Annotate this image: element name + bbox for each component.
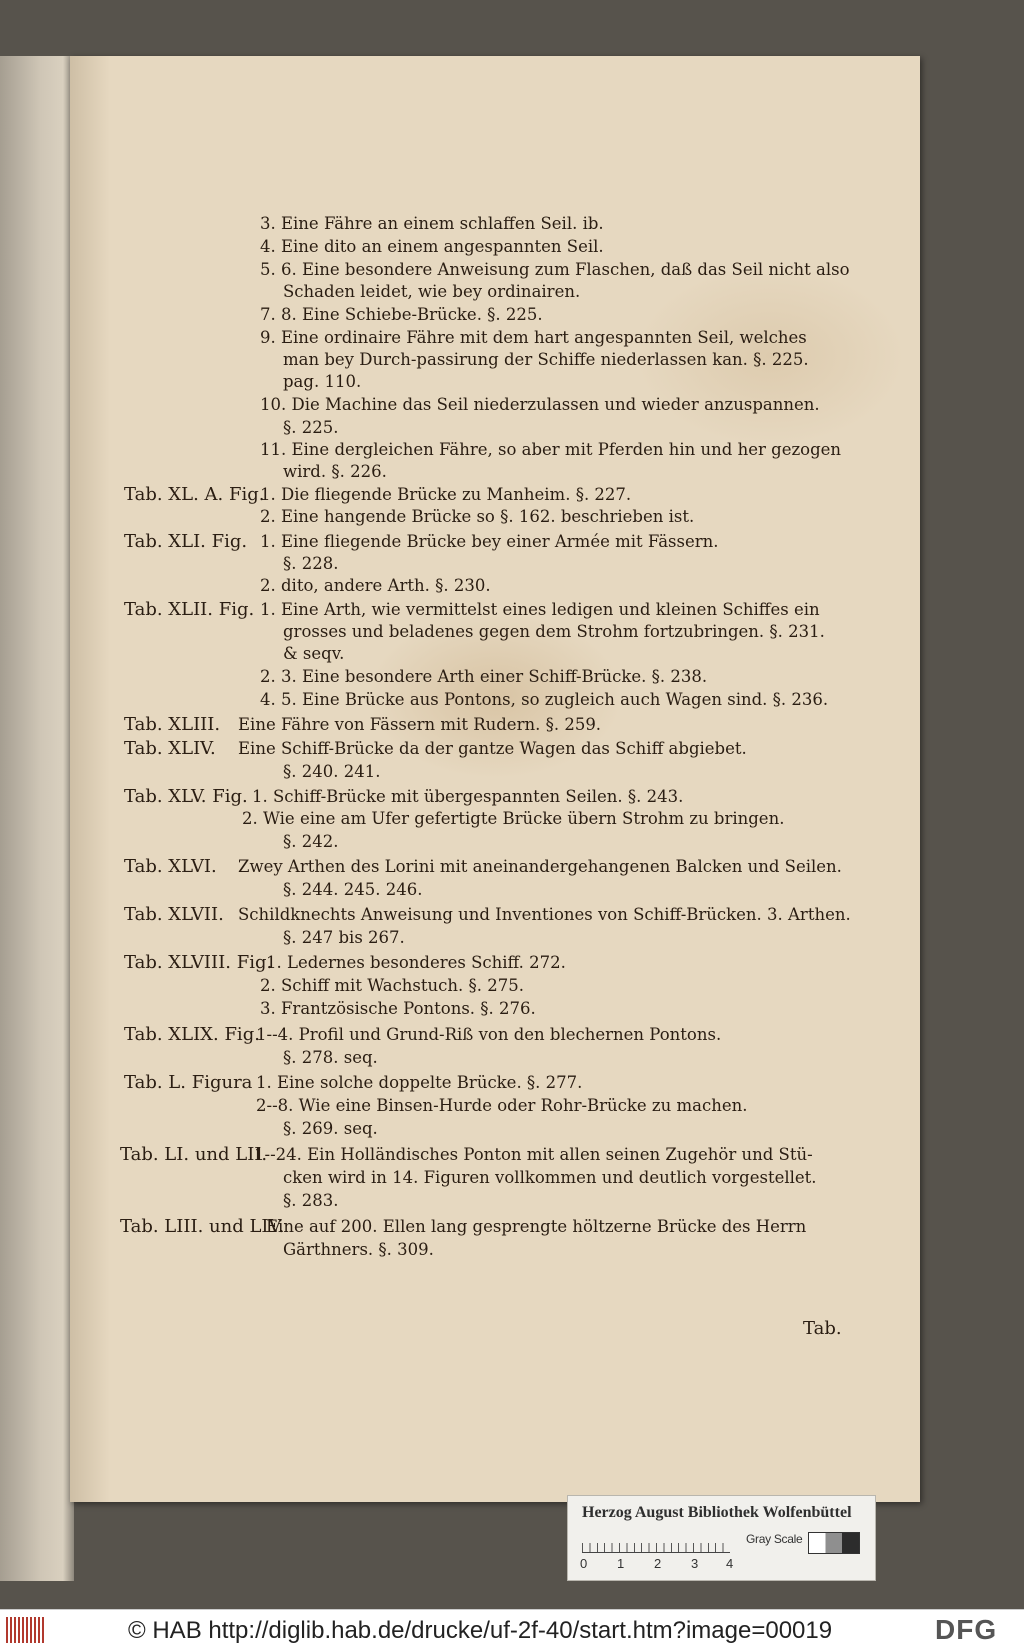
book-page: [70, 56, 920, 1502]
text-line: 2. dito, andere Arth. §. 230.: [260, 576, 491, 595]
text-line: 10. Die Machine das Seil niederzulassen und wieder anzuspannen.: [260, 395, 820, 414]
text-line: §. 283.: [283, 1191, 339, 1210]
table-reference-label: Tab. XL. A. Fig.: [124, 484, 265, 505]
text-line: 7. 8. Eine Schiebe-Brücke. §. 225.: [260, 305, 543, 324]
text-line: 2. Schiff mit Wachstuch. §. 275.: [260, 976, 524, 995]
text-line: 1--4. Profil und Grund-Riß von den blechernen Pontons.: [256, 1025, 722, 1044]
text-line: Gärthners. §. 309.: [283, 1240, 434, 1259]
table-reference-label: Tab. L. Figura: [124, 1072, 253, 1093]
text-line: Eine Schiff-Brücke da der gantze Wagen das Schiff abgiebet.: [238, 739, 747, 758]
table-reference-label: Tab. XLVIII. Fig.: [124, 952, 273, 973]
text-line: §. 247 bis 267.: [283, 928, 405, 947]
text-line: 11. Eine dergleichen Fähre, so aber mit Pferden hin und her gezogen: [260, 440, 842, 459]
footer-bar: [0, 1609, 1024, 1652]
ruler-number: 0: [580, 1556, 588, 1571]
text-line: 2. 3. Eine besondere Arth einer Schiff-Brücke. §. 238.: [260, 667, 708, 686]
ruler-number: 1: [617, 1556, 625, 1571]
table-reference-label: Tab. XLIX. Fig.: [124, 1024, 260, 1045]
text-line: grosses und beladenes gegen dem Strohm fortzubringen. §. 231.: [283, 622, 825, 641]
text-line: wird. §. 226.: [283, 462, 387, 481]
text-line: 4. Eine dito an einem angespannten Seil.: [260, 237, 604, 256]
text-line: §. 278. seq.: [283, 1048, 378, 1067]
catchword: Tab.: [803, 1318, 842, 1339]
gray-scale-label: Gray Scale: [746, 1532, 803, 1546]
copyright-url[interactable]: © HAB http://diglib.hab.de/drucke/uf-2f-40/start.htm?image=00019: [128, 1617, 833, 1644]
text-line: 1. Die fliegende Brücke zu Manheim. §. 227.: [260, 485, 632, 504]
text-line: 2--8. Wie eine Binsen-Hurde oder Rohr-Brücke zu machen.: [256, 1096, 748, 1115]
text-line: §. 244. 245. 246.: [283, 880, 423, 899]
barcode-icon: [6, 1617, 46, 1643]
ruler-number: 4: [726, 1556, 734, 1571]
table-reference-label: Tab. LIII. und LIV.: [120, 1216, 285, 1237]
table-reference-label: Tab. LI. und LII.: [120, 1144, 268, 1165]
text-line: §. 228.: [283, 554, 339, 573]
text-line: 5. 6. Eine besondere Anweisung zum Flaschen, daß das Seil nicht also: [260, 260, 850, 279]
table-reference-label: Tab. XLVII.: [124, 904, 224, 925]
ruler-number: 2: [654, 1556, 662, 1571]
table-reference-label: Tab. XLV. Fig.: [124, 786, 248, 807]
table-reference-label: Tab. XLIV.: [124, 738, 216, 759]
color-scale-card: [567, 1495, 876, 1581]
gray-scale-swatch: [808, 1532, 860, 1554]
text-line: §. 225.: [283, 418, 339, 437]
dfg-logo: DFG: [935, 1614, 998, 1645]
text-line: Zwey Arthen des Lorini mit aneinandergehangenen Balcken und Seilen.: [238, 857, 842, 876]
text-line: pag. 110.: [283, 372, 362, 391]
text-line: man bey Durch-passirung der Schiffe niederlassen kan. §. 225.: [283, 350, 809, 369]
text-line: Eine auf 200. Ellen lang gesprengte höltzerne Brücke des Herrn: [266, 1217, 807, 1236]
text-line: 1. Eine Arth, wie vermittelst eines ledigen und kleinen Schiffes ein: [260, 600, 820, 619]
text-line: 1. Eine solche doppelte Brücke. §. 277.: [256, 1073, 583, 1092]
text-line: 3. Eine Fähre an einem schlaffen Seil. ib.: [260, 214, 604, 233]
text-line: 1. Eine fliegende Brücke bey einer Armée mit Fässern.: [260, 532, 719, 551]
text-line: §. 242.: [283, 832, 339, 851]
text-line: §. 269. seq.: [283, 1119, 378, 1138]
text-line: 3. Frantzösische Pontons. §. 276.: [260, 999, 536, 1018]
ruler-number: 3: [691, 1556, 699, 1571]
text-line: cken wird in 14. Figuren vollkommen und deutlich vorgestellet.: [283, 1168, 817, 1187]
text-line: §. 240. 241.: [283, 762, 381, 781]
text-line: Schildknechts Anweisung und Inventiones von Schiff-Brücken. 3. Arthen.: [238, 905, 851, 924]
text-line: & seqv.: [283, 644, 345, 663]
table-reference-label: Tab. XLVI.: [124, 856, 217, 877]
text-line: 1. Ledernes besonderes Schiff. 272.: [266, 953, 566, 972]
text-line: 1. Schiff-Brücke mit übergespannten Seilen. §. 243.: [252, 787, 684, 806]
text-line: 1--24. Ein Holländisches Ponton mit allen seinen Zugehör und Stü-: [254, 1145, 813, 1164]
library-name: Herzog August Bibliothek Wolfenbüttel: [582, 1504, 852, 1521]
facing-page-edge: [0, 56, 74, 1581]
text-line: 2. Wie eine am Ufer gefertigte Brücke übern Strohm zu bringen.: [242, 809, 785, 828]
text-line: 9. Eine ordinaire Fähre mit dem hart angespannten Seil, welches: [260, 328, 807, 347]
text-line: Schaden leidet, wie bey ordinairen.: [283, 282, 581, 301]
table-reference-label: Tab. XLI. Fig.: [124, 531, 248, 552]
table-reference-label: Tab. XLIII.: [124, 714, 221, 735]
text-line: Eine Fähre von Fässern mit Rudern. §. 259.: [238, 715, 602, 734]
table-reference-label: Tab. XLII. Fig.: [124, 599, 255, 620]
text-line: 2. Eine hangende Brücke so §. 162. beschrieben ist.: [260, 507, 695, 526]
ruler-scale: [582, 1530, 730, 1553]
text-line: 4. 5. Eine Brücke aus Pontons, so zugleich auch Wagen sind. §. 236.: [260, 690, 829, 709]
